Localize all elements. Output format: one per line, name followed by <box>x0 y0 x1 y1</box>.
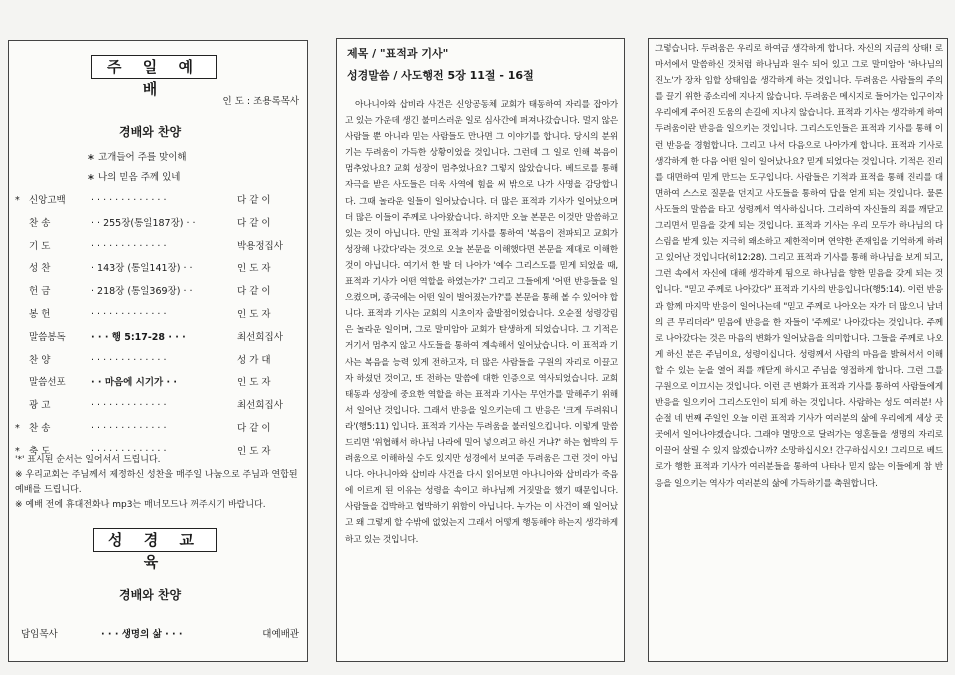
order-row-detail: · · · · · · · · · · · · · <box>91 423 167 434</box>
order-row <box>9 257 308 280</box>
order-row-detail: · · · · · · · · · · · · · <box>91 445 167 457</box>
order-row-detail: · · · 행 5:17-28 · · · <box>91 331 186 343</box>
order-row-name: 찬 송 <box>29 217 51 229</box>
praise-song-1: ∗ 고개들어 주를 맞이해 <box>87 152 187 163</box>
education-topic: · · · 생명의 삶 · · · <box>101 629 183 640</box>
order-row-detail: · · 마음에 시기가 · · <box>91 377 178 389</box>
order-row-name: 찬 송 <box>29 423 51 434</box>
worship-title: 주 일 예 배 <box>91 55 217 79</box>
order-row-name: 찬 양 <box>29 354 51 366</box>
order-row-detail: · · · · · · · · · · · · · <box>91 309 167 320</box>
order-row <box>9 189 308 212</box>
education-role: 담임목사 <box>21 629 58 640</box>
praise-section-title: 경배와 찬양 <box>119 125 182 139</box>
order-row-leader: 인 도 자 <box>237 309 271 320</box>
sermon-body-continued: 그렇습니다. 두려움은 우리로 하여금 생각하게 합니다. 자신의 지금의 상태! 로마서에서 말씀하신 것처럼 하나님과 원수 되어 있고 그로 말미암아 '하나님의 진노'가 장차 임할 상태임을 생각하게 하는 것입니다. 두려움은 사람들의 주의를 끌기 위한 종소리에 지나지 않습니다. 두려움은 메시지로 들어가는 입구이자 우리에게 주어진 도움의 손길에 지나지 않습니다. 표적과 기사는 생각하게 하여 두려움이란 반응을 일으키는 것입니다. 그리스도인들은 표적과 기사를 통해 이런 반응을 경험합니다. 그리고 나서 다음으로 나아가게 합니다. 표적과 기사로 생각하게 한 다음 어떤 일이 일어났나요? 믿게 되었다는 것입니다. 기적은 진리를 대면하여 믿게 만드는 도구입니다. 사람들은 기적과 표적을 통해 진리를 대면하여 스스로 질문을 던지고 사도들을 통하여 답을 얻게 되는 것입니다. 물론 사도들의 말씀을 타고 성령께서 역사하십니다. 그리하여 자신들의 죄를 깨닫고 그리면서 믿음을 갖게 되는 것입니다. 표적과 기사는 우리 모두가 하나님의 다스림을 받게 있는 지극히 왜소하고 제한적이며 연약한 존재임을 기억하게 하려고 있어난 것입니다(히12:28). 그리고 표적과 기사를 통해 하나님을 보게 되고, 그런 속에서 자신에 대해 생각하게 됨으로 하나님을 향한 믿음을 갖게 되는 것입니다. "믿고 주께로 나아갔다" 표적과 기사의 반응입니다(행5:14). 이런 반응과 함께 마지막 반응이 일어나는데 "믿고 주께로 나아오는 자가 더 많으니 남녀의 큰 무리더라" 믿음에 반응을 한 자들이 '주께로' 나아갔다는 것입니다. 주께로 나아갔다는 것은 마음의 변화가 일어났음을 의미합니다. 그들을 주께로 나오게 하신 분은 주님이요, 성령이십니다. 성령께서 사람의 마음을 밝혀서서 이해할 수 있는 눈을 열어 죄를 깨닫게 하시고 주님을 영접하게 합니다. 그런 그를 구원으로 이끄시는 것입니다. 이런 큰 변화가 표적과 기사를 통하여 사람들에게 반응을 일으키어 그리스도인이 되게 하는 것입니다. 사람하는 성도 여러분! 사순절 네 번째 주일인 오늘 이런 표적과 기사가 여러분의 삶에 우리에게 세상 곳곳에서 일어나야겠습니다. 그래야 멸망으로 달려가는 영혼들을 생명의 자리로 이끌어 살릴 수 있지 않겠습니까? 소망하십시오! 간구하십시오! 그리므로 베드로가 행한 표적과 기사가 여러분들을 통하여 나타나 믿지 않는 이들에게 참 반응을 일으키는 역사가 여러분의 삶에 가득하기를 축원합니다. <box>655 44 943 489</box>
order-row-detail: · · · · · · · · · · · · · <box>91 195 167 206</box>
sermon-panel <box>336 38 625 662</box>
note-stand: '*' 표시된 순서는 일어서서 드립니다. <box>15 455 161 465</box>
sermon-body: 아나니아와 삽비라 사건은 신앙공동체 교회가 태동하여 자리를 잡아가고 있는 가운데 생긴 불미스러운 일로 심사간에 퍼져나갔습니다. 멀지 않은 사람들 뿐 아니라 믿는 사람들도 만나면 그 이야기를 합니다. 당시의 분위기는 두려움이 가득한 상황이었을 것입니다. 그런데 그 일로 인해 복음이 멈추었나요? 교회 성장이 멈추었나요? 그렇지 않았습니다. 베드로를 통해 자극을 받은 사도들은 더욱 사역에 힘을 써 밖으로 나가 사명을 감당합니다. 그때 놀라운 일들이 일어났습니다. 더 많은 표적과 기사가 일어났으며 더 많은 이들이 주께로 나아왔습니다. 하지만 오늘 본문은 이것만 말씀하고 있는 것이 아닙니다. 만일 표적과 기사를 통하여 '복음이 전파되고 교회가 성장해 나갔다'라는 것으로 오늘 본문을 이해했다면 본문을 제대로 이해한 것이 아닙니다. 여기서 한 발 더 나아가 '예수 그리스도를 믿게 되었을 때, 표적과 기사가 어떤 역할을 하였는가?' 그리고 그들에게 '어떤 반응들을 일으켰으며, 종국에는 어떤 일이 벌어졌는가?'를 본문을 통해 볼 수 있어야 합니다. 표적과 기사는 교회의 시초이자 출발점이었습니다. 오순절 성령강림은 놀라운 일이며, 그로 말미암아 교회가 탄생하게 되었습니다. 그 기적은 거기서 멈추지 않고 사도들을 통하여 계속해서 일어났습니다. 이 표적과 기사는 복음을 능력 있게 전하고자, 더 많은 사람들을 구원의 자리로 이끌고자 하셨던 것이고, 또 전하는 말씀에 대한 인증으로 역사되었습니다. 교회 태동과 성장에 중요한 역할을 하는 표적과 기사는 무언가를 말해주기 위해서 일어난 것입니다. 그래서 반응을 일으키는데 그 반응은 '크게 두려워니라'(행5:11) 입니다. 표적과 기사는 두려움을 불러일으킵니다. 이렇게 말씀 드리면 '위협해서 하나님 나라에 밀어 넣으려고 하신 거냐?' 하는 협박의 두려움으로 이해하실 수도 있지만 성경에서 보여준 두려움은 그런 것이 아닙니다. 아나니아와 삽비라 사건을 다시 읽어보면 아나니아와 삽비라가 죽음에 이르게 된 이유는 성령을 속이고 하나님께 거짓말을 했기 때문입니다. 사람들을 겁박하고 협박하기 위함이 아닙니다. 누가는 이 사건이 왜 일어났고 왜 그렇게 할 수밖에 없었는지 그래서 어떻게 행동해야 하는지 생각하게 하고 있는 것입니다. <box>345 100 618 545</box>
order-row-name: 헌 금 <box>29 286 51 298</box>
sermon-scripture: 성경말씀 / 사도행전 5장 11절 - 16절 <box>347 69 534 82</box>
order-row <box>9 212 308 235</box>
order-row-leader: 인 도 자 <box>237 263 271 275</box>
note-communion: ※ 우리교회는 주님께서 제정하신 성찬을 매주일 나눔으로 주님과 연합된 예배를 드립니다. <box>15 470 298 495</box>
order-row-leader: 최선희집사 <box>237 331 283 343</box>
order-row-leader: 최선희집사 <box>237 400 283 412</box>
sermon-continued-panel <box>648 38 948 662</box>
order-row-detail: · 218장 (통일369장) · · <box>91 286 193 298</box>
order-row <box>9 235 308 258</box>
notes <box>15 453 303 513</box>
order-row <box>9 303 308 326</box>
order-row-star: * <box>15 195 20 206</box>
order-row <box>9 417 308 440</box>
order-row-name: 봉 헌 <box>29 309 51 320</box>
education-place: 대예배관 <box>262 629 299 640</box>
order-row <box>9 349 308 372</box>
order-row-star: * <box>15 423 20 434</box>
order-row-detail: · · · · · · · · · · · · · <box>91 354 167 366</box>
order-row-name: 축 도 <box>29 445 51 457</box>
order-row-leader: 성 가 대 <box>237 354 271 366</box>
order-row-star: * <box>15 445 20 457</box>
order-row-name: 기 도 <box>29 240 51 252</box>
praise-song-2: ∗ 나의 믿음 주께 있네 <box>87 172 181 183</box>
order-row-leader: 다 같 이 <box>237 195 271 206</box>
note-phone: ※ 예배 전에 휴대전화나 mp3는 매너모드나 꺼주시기 바랍니다. <box>15 500 266 510</box>
order-row-name: 말씀선포 <box>29 377 66 389</box>
order-row-name: 신앙고백 <box>29 195 66 206</box>
order-row-detail: · 143장 (통일141장) · · <box>91 263 193 275</box>
sermon-title: 제목 / "표적과 기사" <box>347 47 449 60</box>
order-row-name: 성 찬 <box>29 263 51 275</box>
order-row-leader: 박용정집사 <box>237 240 283 252</box>
order-row <box>9 326 308 349</box>
education-title: 성 경 교 육 <box>93 528 217 552</box>
education-section-title: 경배와 찬양 <box>119 588 182 602</box>
order-row-leader: 인 도 자 <box>237 377 271 389</box>
order-row-leader: 다 같 이 <box>237 423 271 434</box>
worship-order-panel <box>8 40 308 662</box>
order-row <box>9 280 308 303</box>
order-row-name: 광 고 <box>29 400 51 412</box>
leader-name: 인 도 : 조용록목사 <box>222 96 299 107</box>
order-row-detail: · · · · · · · · · · · · · <box>91 240 167 252</box>
order-row-leader: 인 도 자 <box>237 445 271 457</box>
order-row-name: 말씀봉독 <box>29 331 66 343</box>
order-row <box>9 371 308 394</box>
order-row <box>9 394 308 417</box>
order-row-detail: · · · · · · · · · · · · · <box>91 400 167 412</box>
order-row-leader: 다 같 이 <box>237 286 271 298</box>
order-row-leader: 다 같 이 <box>237 217 271 229</box>
order-row-detail: · · 255장(통일187장) · · <box>91 217 196 229</box>
